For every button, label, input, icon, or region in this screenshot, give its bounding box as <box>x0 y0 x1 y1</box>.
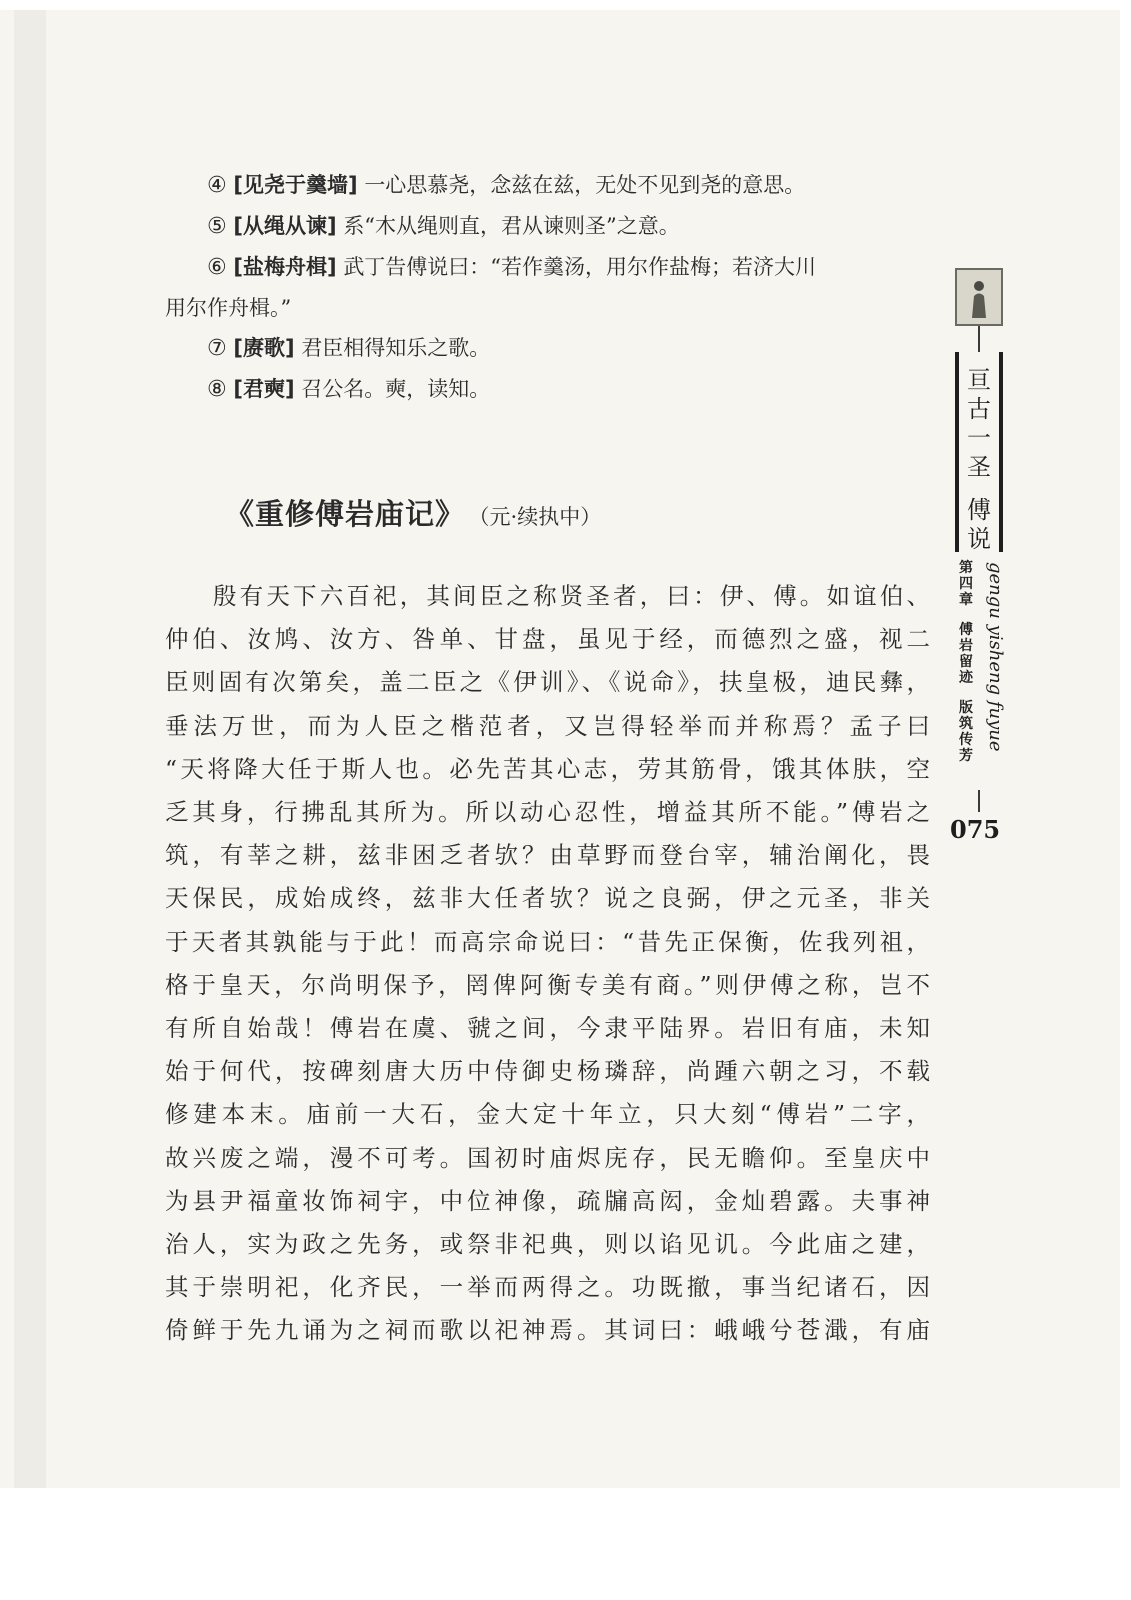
portrait-icon <box>955 268 1003 326</box>
body-line: 于天者其孰能与于此！而高宗命说曰：“昔先正保衡，佐我列祖， <box>165 927 930 956</box>
chapter-char: 筑 <box>959 716 973 732</box>
chapter-char: 迹 <box>959 670 973 686</box>
footnote-term: [君奭] <box>233 377 295 401</box>
book-title-char: 古 <box>967 395 991 423</box>
body-line: 倚鲜于先九诵为之祠而歌以祀神焉。其词曰：峨峨兮苍濈，有庙 <box>165 1316 930 1345</box>
footnote-text: 系“木从绳则直，君从谏则圣”之意。 <box>343 214 680 238</box>
footnote-text: 召公名。奭，读知。 <box>301 377 491 401</box>
article-title: 《重修傅岩庙记》 <box>225 497 466 531</box>
body-line: 天保民，成始成终，兹非大任者欤？说之良弼，伊之元圣，非关 <box>165 884 930 913</box>
footnote-number: ⑤ <box>207 214 227 239</box>
footnote-number: ⑧ <box>207 377 227 402</box>
body-line: 治人，实为政之先务，或祭非祀典，则以谄见讥。今此庙之建， <box>165 1230 930 1259</box>
book-title-char: 一 <box>967 424 991 452</box>
book-title-char: 亘 <box>967 366 991 394</box>
chapter-label-vertical <box>955 560 977 764</box>
margin-rule <box>978 326 980 352</box>
chapter-char: 傅 <box>959 622 973 638</box>
book-title-char: 圣 <box>967 453 991 481</box>
body-line: 殷有天下六百祀，其间臣之称贤圣者，曰：伊、傅。如谊伯、 <box>213 582 930 610</box>
chapter-char: 第 <box>959 560 973 576</box>
footnote-7 <box>165 328 930 369</box>
chapter-char: 版 <box>959 700 973 716</box>
footnote-6-continuation: 用尔作舟楫。” <box>165 296 292 320</box>
footnote-number: ⑦ <box>207 336 227 361</box>
body-line: 筑，有莘之耕，兹非困乏者欤？由草野而登台宰，辅治阐化，畏 <box>165 841 930 870</box>
chapter-char: 章 <box>959 592 973 608</box>
footnote-text: 武丁告傅说曰：“若作羹汤，用尔作盐梅；若济大川 <box>343 255 817 279</box>
footnote-4 <box>165 165 930 206</box>
article-body <box>165 575 930 1353</box>
body-line: 仲伯、汝鸠、汝方、咎单、甘盘，虽见于经，而德烈之盛，视二 <box>165 625 930 654</box>
footnote-5 <box>165 206 930 247</box>
body-line: 臣则固有次第矣，盖二臣之《伊训》、《说命》，扶皇极，迪民彝， <box>165 668 930 697</box>
footnote-text: 君臣相得知乐之歌。 <box>301 336 491 360</box>
chapter-char: 四 <box>959 576 973 592</box>
footnote-text: 一心思慕尧，念兹在兹，无处不见到尧的意思。 <box>364 173 806 197</box>
article-author: （元·续执中） <box>479 505 602 529</box>
chapter-char: 传 <box>959 732 973 748</box>
body-line: 始于何代，按碑刻唐大历中侍御史杨璘辞，尚踵六朝之习，不载 <box>165 1057 930 1086</box>
body-line: 垂法万世，而为人臣之楷范者，又岂得轻举而并称焉？孟子曰 <box>165 711 930 740</box>
body-line: 修建本末。庙前一大石，金大定十年立，只大刻“傅岩”二字， <box>165 1100 930 1129</box>
page-number: 075 <box>950 815 1001 844</box>
footnote-term: [盐梅舟楫] <box>233 255 337 279</box>
footnote-term: [见尧于羹墙] <box>233 173 358 197</box>
footnote-term: [赓歌] <box>233 336 295 360</box>
body-line: “天将降大任于斯人也。必先苦其心志，劳其筋骨，饿其体肤，空 <box>165 754 930 783</box>
article-heading <box>225 492 825 533</box>
margin-rule <box>978 790 980 812</box>
body-line: 格于皇天，尔尚明保予，罔俾阿衡专美有商。”则伊傅之称，岂不 <box>165 970 930 999</box>
footnote-8 <box>165 369 930 410</box>
body-line: 乏其身，行拂乱其所为。所以动心忍性，增益其所不能。”傅岩之 <box>165 798 930 827</box>
footnotes <box>165 165 930 410</box>
chapter-char: 留 <box>959 654 973 670</box>
body-line: 有所自始哉！傅岩在虞、虢之间，今隶平陆界。岩旧有庙，未知 <box>165 1014 930 1043</box>
footnote-term: [从绳从谏] <box>233 214 337 238</box>
footnote-number: ④ <box>207 173 227 198</box>
book-title-char: 傅 <box>967 496 991 524</box>
footnote-number: ⑥ <box>207 255 227 280</box>
footnote-6 <box>165 247 930 288</box>
book-title-vertical <box>955 352 1003 552</box>
book-title-pinyin: gengu yisheng fuyue <box>985 562 1006 752</box>
chapter-char: 岩 <box>959 638 973 654</box>
body-line: 为县尹福童妆饰祠宇，中位神像，疏牖高闳，金灿碧露。夫事神 <box>165 1186 930 1215</box>
body-line: 其于崇明祀，化齐民，一举而两得之。功既撤，事当纪诸石，因 <box>165 1273 930 1302</box>
chapter-char: 芳 <box>959 748 973 764</box>
body-line: 故兴废之端，漫不可考。国初时庙烬庑存，民无瞻仰。至皇庆中 <box>165 1143 930 1172</box>
binding-gutter <box>14 10 46 1488</box>
figure-icon <box>970 278 988 318</box>
book-title-char: 说 <box>967 525 991 553</box>
